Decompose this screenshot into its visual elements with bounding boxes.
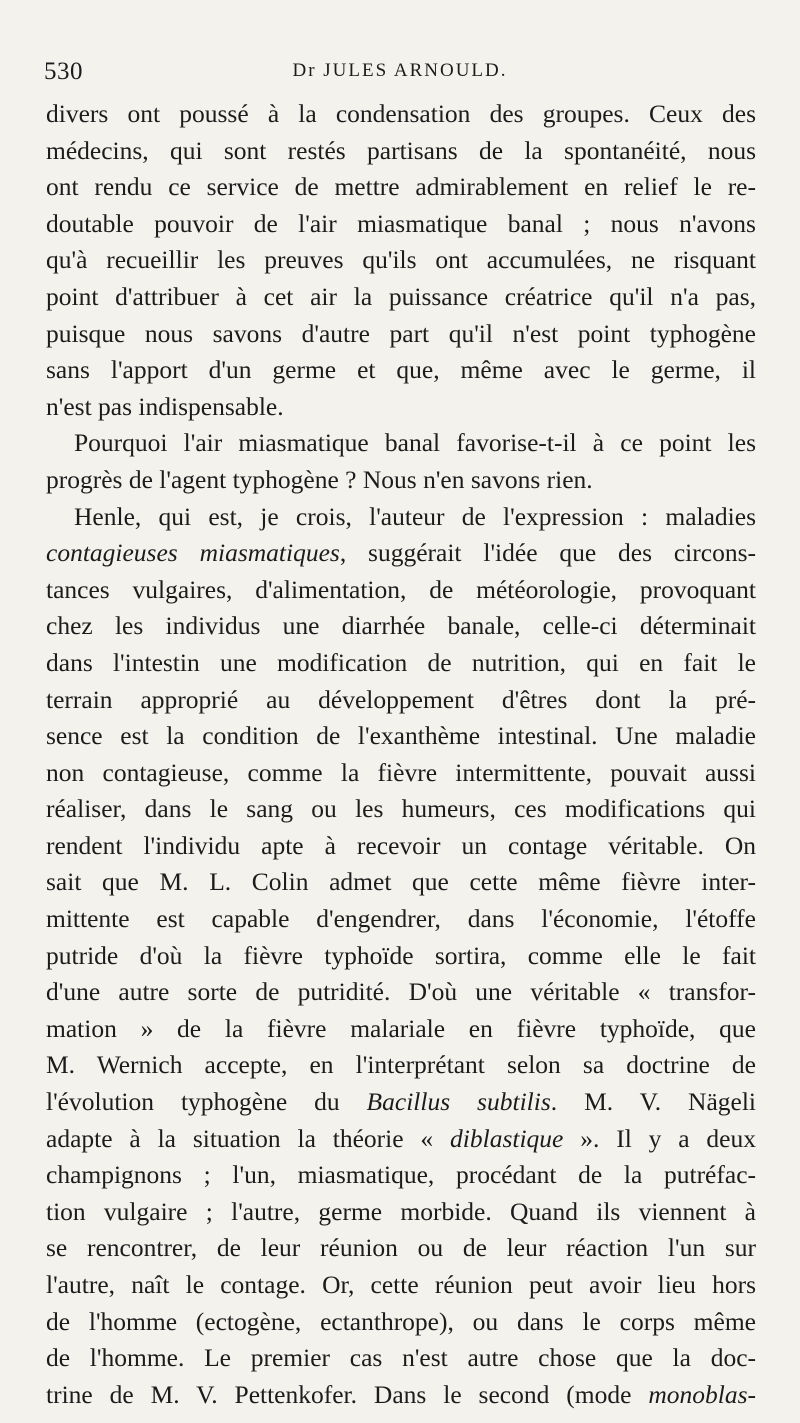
text-run: sait que M. L. Colin admet que cette même fièvre inter-	[46, 867, 756, 897]
text-line	[46, 1121, 756, 1158]
text-line	[46, 389, 756, 426]
text-run: sans l'apport d'un germe et que, même avec le germe, il	[46, 355, 756, 385]
text-line	[46, 1194, 756, 1231]
text-line	[46, 1230, 756, 1267]
text-line	[46, 206, 756, 243]
text-run: d'une autre sorte de putridité. D'où une véritable « transfor-	[46, 977, 756, 1007]
running-head	[44, 58, 756, 88]
text-run: l'évolution typhogène du	[46, 1087, 367, 1117]
text-line	[46, 645, 756, 682]
text-line	[46, 682, 756, 719]
text-run: Pourquoi l'air miasmatique banal favorise-t-il à ce point les	[74, 428, 756, 458]
text-line	[46, 535, 756, 572]
text-line	[46, 901, 756, 938]
text-run: M. Wernich accepte, en l'interprétant selon sa doctrine de	[46, 1050, 756, 1080]
text-run: de l'homme. Le premier cas n'est autre chose que la doc-	[46, 1343, 756, 1373]
text-run: Henle, qui est, je crois, l'auteur de l'expression : maladies	[74, 501, 756, 531]
text-line	[46, 1340, 756, 1377]
text-run: point d'attribuer à cet air la puissance créatrice qu'il n'a pas,	[46, 281, 756, 311]
text-line	[46, 755, 756, 792]
text-line	[46, 608, 756, 645]
body-text	[46, 96, 756, 1413]
text-run: l'autre, naît le contage. Or, cette réunion peut avoir lieu hors	[46, 1270, 756, 1299]
text-line	[46, 1084, 756, 1121]
text-run: de l'homme (ectogène, ectanthrope), ou dans le corps même	[46, 1306, 756, 1336]
text-line	[46, 169, 756, 206]
text-run: chez les individus une diarrhée banale, celle-ci déterminait	[46, 611, 756, 641]
text-run: mittente est capable d'engendrer, dans l'économie, l'étoffe	[46, 904, 756, 934]
text-line	[46, 242, 756, 279]
text-line	[46, 499, 756, 536]
text-line	[46, 352, 756, 389]
text-line	[46, 828, 756, 865]
text-line	[46, 718, 756, 755]
text-run: tances vulgaires, d'alimentation, de météorologie, provoquant	[46, 574, 756, 604]
text-line	[46, 572, 756, 609]
text-run: . M. V. Nägeli	[550, 1087, 756, 1117]
italic-text: monoblas-	[648, 1379, 756, 1409]
text-line	[46, 1011, 756, 1048]
text-line	[46, 462, 756, 499]
italic-text: Bacillus subtilis	[366, 1087, 551, 1117]
text-line	[46, 425, 756, 462]
text-run: , suggérait l'idée que des circons-	[339, 538, 756, 568]
text-line	[46, 1157, 756, 1194]
text-run: rendent l'individu apte à recevoir un contage véritable. On	[46, 830, 756, 860]
text-run: mation » de la fièvre malariale en fièvre typhoïde, que	[46, 1013, 756, 1043]
text-run: n'est pas indispensable.	[46, 391, 284, 421]
text-run: champignons ; l'un, miasmatique, procédant de la putréfac-	[46, 1160, 756, 1190]
text-line	[46, 1267, 756, 1304]
text-line	[46, 1377, 756, 1414]
text-line	[46, 279, 756, 316]
text-run: divers ont poussé à la condensation des groupes. Ceux des	[46, 99, 756, 128]
text-line	[46, 791, 756, 828]
text-run: adapte à la situation la théorie «	[46, 1123, 451, 1153]
text-run: tion vulgaire ; l'autre, germe morbide. Quand ils viennent à	[46, 1196, 756, 1226]
text-line	[46, 974, 756, 1011]
text-run: sence est la condition de l'exanthème intestinal. Une maladie	[46, 721, 756, 751]
text-run: progrès de l'agent typhogène ? Nous n'en savons rien.	[46, 464, 593, 494]
text-line	[46, 1047, 756, 1084]
text-run: ont rendu ce service de mettre admirablement en relief le re-	[46, 172, 756, 202]
text-line	[46, 864, 756, 901]
text-run: puisque nous savons d'autre part qu'il n'est point typhogène	[46, 318, 756, 348]
text-line	[46, 938, 756, 975]
text-run: non contagieuse, comme la fièvre intermittente, pouvait aussi	[46, 757, 756, 787]
running-title: Dr JULES ARNOULD.	[292, 60, 508, 81]
italic-text: contagieuses miasmatiques	[46, 538, 340, 568]
text-run: qu'à recueillir les preuves qu'ils ont accumulées, ne risquant	[46, 245, 756, 275]
text-run: trine de M. V. Pettenkofer. Dans le second (mode	[46, 1379, 649, 1409]
text-line	[46, 1304, 756, 1341]
text-line	[46, 133, 756, 170]
text-run: doutable pouvoir de l'air miasmatique banal ; nous n'avons	[46, 208, 756, 238]
text-line	[46, 96, 756, 133]
text-line	[46, 316, 756, 353]
text-run: médecins, qui sont restés partisans de la spontanéité, nous	[46, 135, 756, 165]
text-run: terrain approprié au développement d'êtres dont la pré-	[46, 684, 756, 714]
text-run: dans l'intestin une modification de nutrition, qui en fait le	[46, 647, 756, 677]
page-number: 530	[44, 58, 83, 85]
text-run: ». Il y a deux	[563, 1123, 756, 1153]
text-run: putride d'où la fièvre typhoïde sortira, comme elle le fait	[46, 940, 756, 970]
italic-text: diblastique	[450, 1123, 564, 1153]
text-run: réaliser, dans le sang ou les humeurs, ces modifications qui	[46, 794, 756, 824]
text-run: se rencontrer, de leur réunion ou de leur réaction l'un sur	[46, 1233, 756, 1263]
